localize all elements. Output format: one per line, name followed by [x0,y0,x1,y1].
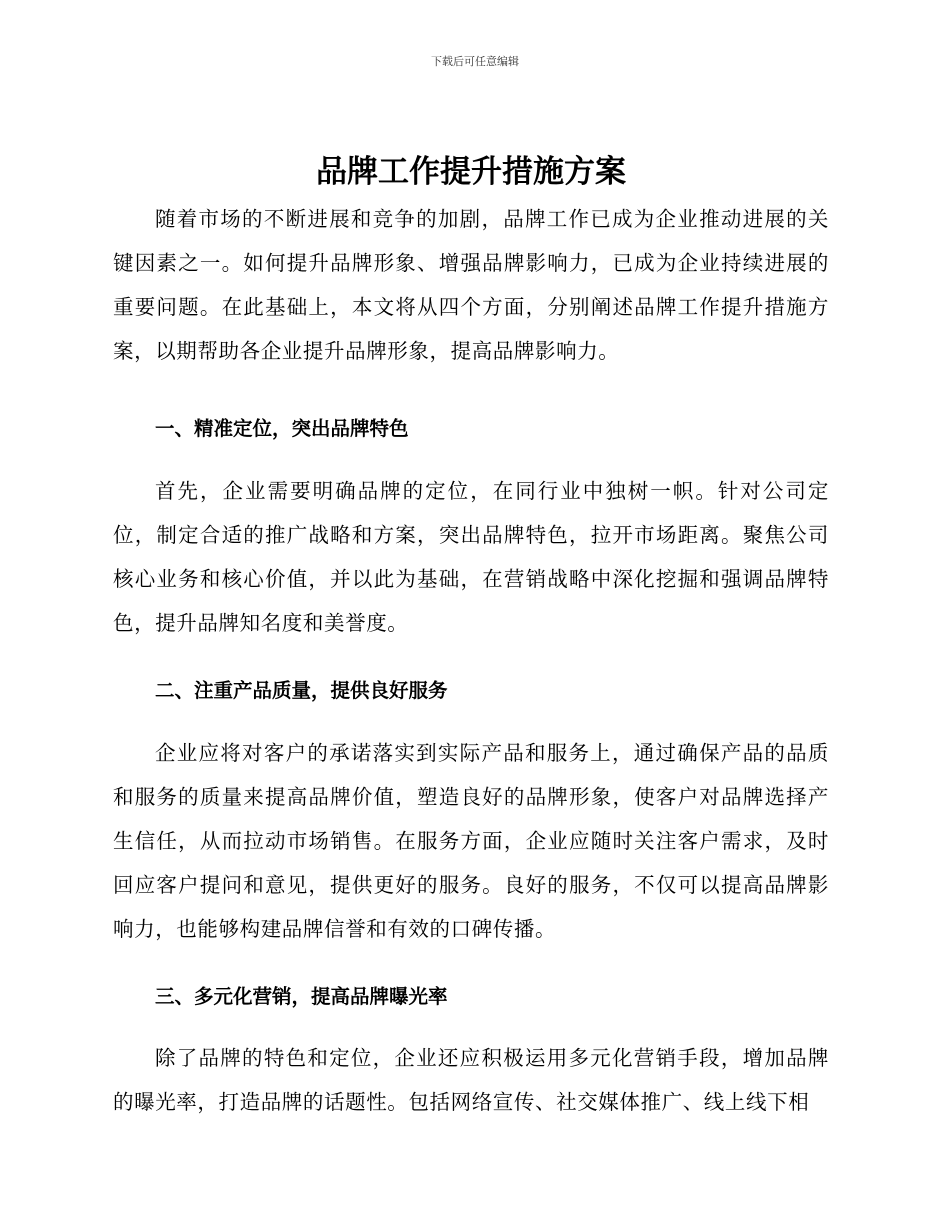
intro-paragraph: 随着市场的不断进展和竞争的加剧，品牌工作已成为企业推动进展的关键因素之一。如何提升品牌形象、增强品牌影响力，已成为企业持续进展的重要问题。在此基础上，本文将从四个方面，分别阐述品牌工作提升措施方案，以期帮助各企业提升品牌形象，提高品牌影响力。 [113,207,829,363]
section-paragraph-3: 除了品牌的特色和定位，企业还应积极运用多元化营销手段，增加品牌的曝光率，打造品牌的话题性。包括网络宣传、社交媒体推广、线上线下相 [113,1046,829,1114]
document-body [113,150,829,1124]
document-title: 品牌工作提升措施方案 [316,154,626,190]
section-heading-2: 二、注重产品质量，提供良好服务 [155,679,448,702]
section-heading-1: 一、精准定位，突出品牌特色 [155,417,409,440]
section-paragraph-2: 企业应将对客户的承诺落实到实际产品和服务上，通过确保产品的品质和服务的质量来提高品牌价值，塑造良好的品牌形象，使客户对品牌选择产生信任，从而拉动市场销售。在服务方面，企业应随时关注客户需求，及时回应客户提问和意见，提供更好的服务。良好的服务，不仅可以提高品牌影响力，也能够构建品牌信誉和有效的口碑传播。 [113,741,829,941]
header-note: 下载后可任意编辑 [431,55,519,68]
section-paragraph-1: 首先，企业需要明确品牌的定位，在同行业中独树一帜。针对公司定位，制定合适的推广战略和方案，突出品牌特色，拉开市场距离。聚焦公司核心业务和核心价值，并以此为基础，在营销战略中深化挖掘和强调品牌特色，提升品牌知名度和美誉度。 [113,479,829,635]
section-heading-3: 三、多元化营销，提高品牌曝光率 [155,985,448,1008]
